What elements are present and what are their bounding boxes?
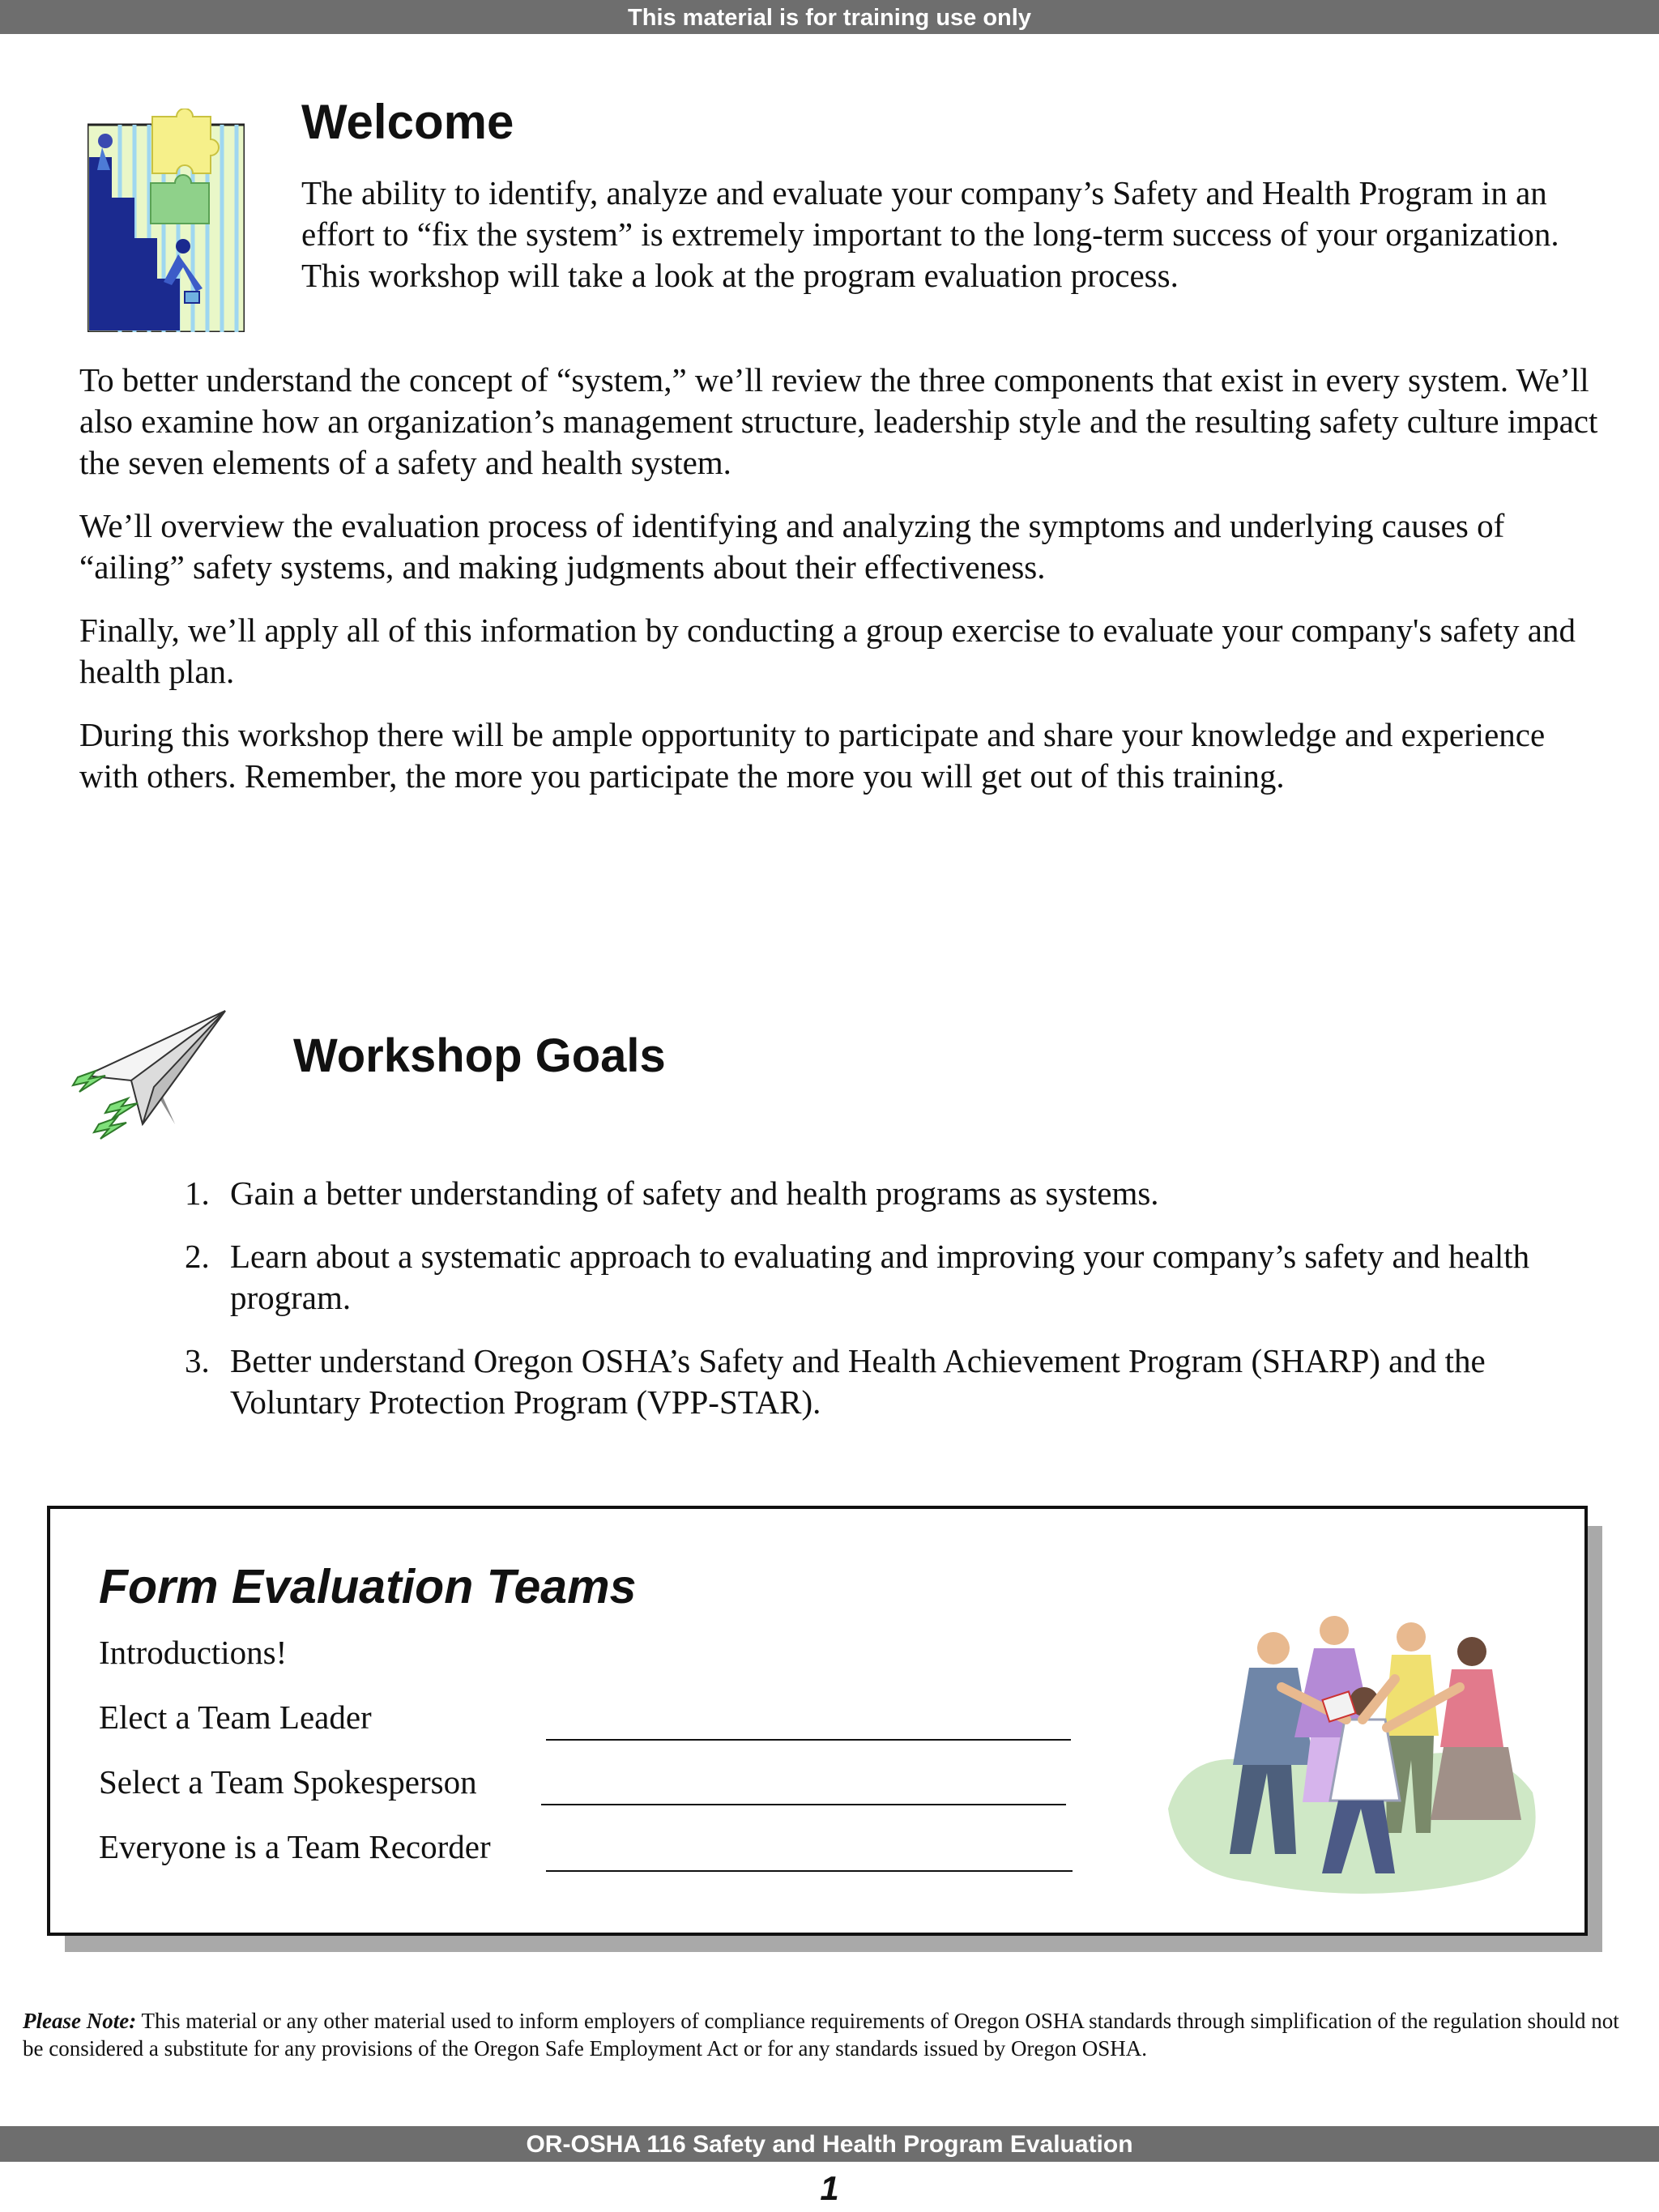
goals-heading: Workshop Goals (293, 1029, 666, 1082)
introductions-text: Introductions! (99, 1634, 288, 1671)
goal-number: 2. (185, 1238, 210, 1275)
team-leader-blank[interactable] (546, 1739, 1071, 1741)
team-spokesperson-blank[interactable] (541, 1804, 1066, 1805)
welcome-heading: Welcome (301, 95, 514, 149)
goals-list (185, 1173, 1610, 1445)
paragraph-group-exercise: Finally, we’ll apply all of this information by conducting a group exercise to evaluate your company's safety and health plan. (79, 612, 1576, 690)
team-recorder-label: Everyone is a Team Recorder (99, 1828, 491, 1865)
team-spokesperson-label: Select a Team Spokesperson (99, 1763, 477, 1801)
paragraph-system-concept: To better understand the concept of “system,” we’ll review the three components that exist in every system. We’ll also examine how an organization’s management structure, leadership style and the resulting safety culture impact the seven elements of a safety and health system. (79, 361, 1598, 481)
team-recorder-blank[interactable] (546, 1870, 1073, 1872)
note-lead: Please Note: (23, 2009, 137, 2033)
form-teams-box (47, 1506, 1588, 1936)
disclaimer-note (23, 2007, 1635, 2062)
form-teams-heading: Form Evaluation Teams (99, 1560, 637, 1613)
welcome-body (79, 360, 1602, 819)
footer-banner: OR-OSHA 116 Safety and Health Program Evaluation (0, 2126, 1659, 2162)
paragraph-participation: During this workshop there will be ample opportunity to participate and share your knowledge and experience with others. Remember, the more you participate the more you will get out of this training. (79, 716, 1546, 795)
goal-text: Better understand Oregon OSHA’s Safety and Health Achievement Program (SHARP) and the Voluntary Protection Program (VPP-STAR). (230, 1342, 1486, 1421)
welcome-intro-paragraph: The ability to identify, analyze and evaluate your company’s Safety and Health Program in an effort to “fix the system” is extremely important to the long-term success of your organization. This workshop will take a look at the program evaluation process. (301, 174, 1559, 294)
goal-item (185, 1340, 1610, 1423)
goal-item (185, 1236, 1610, 1319)
top-banner: This material is for training use only (0, 0, 1659, 34)
team-huddle-illustration (1152, 1598, 1557, 1906)
puzzle-stairs-illustration (87, 109, 245, 332)
goal-text: Gain a better understanding of safety and health programs as systems. (230, 1174, 1159, 1212)
note-text: This material or any other material used to inform employers of compliance requirements of Oregon OSHA standards through simplification of the regulation should not be considered a substitute for any provisions of the Oregon Safe Employment Act or for any standards issued by Oregon OSHA. (23, 2009, 1619, 2061)
team-leader-label: Elect a Team Leader (99, 1698, 372, 1736)
paper-airplane-illustration (53, 1003, 232, 1149)
page-number: 1 (820, 2169, 839, 2207)
goal-number: 3. (185, 1342, 210, 1379)
goal-item (185, 1173, 1610, 1214)
paragraph-evaluation-process: We’ll overview the evaluation process of identifying and analyzing the symptoms and underlying causes of “ailing” safety systems, and making judgments about their effectiveness. (79, 507, 1505, 586)
goal-text: Learn about a systematic approach to evaluating and improving your company’s safety and health program. (230, 1238, 1530, 1316)
goal-number: 1. (185, 1174, 210, 1212)
